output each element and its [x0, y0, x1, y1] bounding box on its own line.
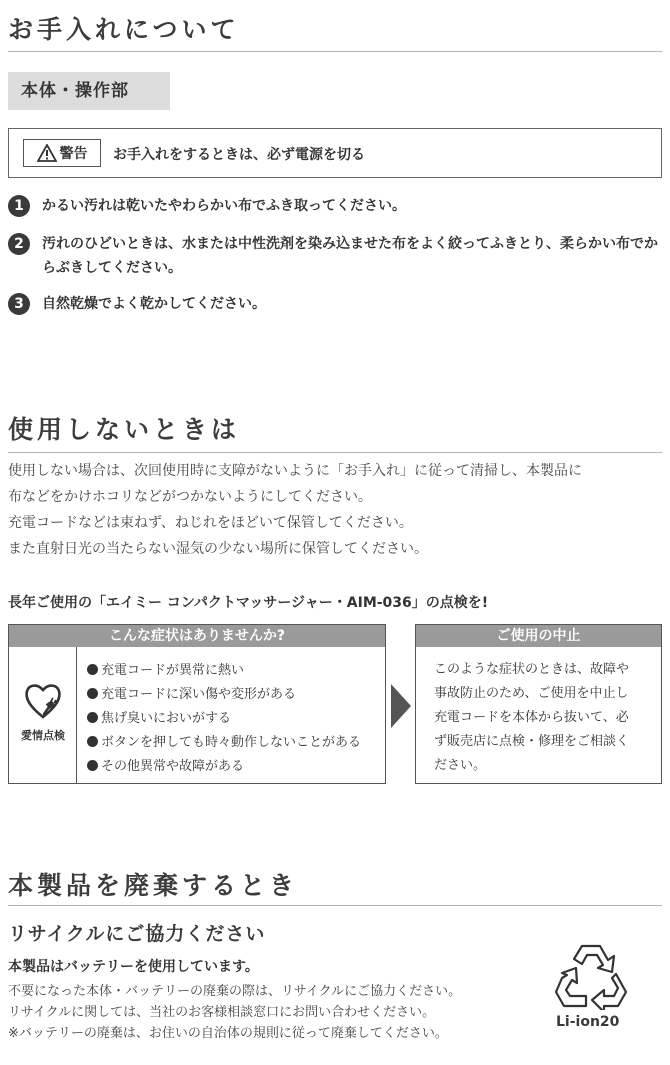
warning-triangle-icon: [37, 144, 57, 162]
symptoms-list: [87, 659, 361, 779]
step-text: 汚れのひどいときは、水または中性洗剤を染み込ませた布をよく絞ってふきとり、柔らかい布でからぶきしてください。: [42, 236, 658, 276]
stop-use-line: 充電コードを本体から抜いて、必: [434, 710, 629, 725]
unused-line: 充電コードなどは束ねず、ねじれをほどいて保管してください。: [8, 515, 413, 531]
stop-use-line: ださい。: [434, 758, 487, 773]
symptom-item: 充電コードが異常に熱い: [87, 659, 361, 683]
symptom-item: 焦げ臭いにおいがする: [87, 707, 361, 731]
unused-line: 使用しない場合は、次回使用時に支障がないように「お手入れ」に従って清掃し、本製品に: [8, 463, 582, 479]
step-number-badge: 3: [8, 293, 30, 315]
symptom-item: 充電コードに深い傷や変形がある: [87, 683, 361, 707]
arrow-right-icon: [391, 684, 411, 728]
bullet-icon: [87, 664, 98, 675]
bullet-icon: [87, 736, 98, 747]
symptom-item: その他異常や故障がある: [87, 755, 361, 779]
recycle-label: Li-ion20: [556, 1014, 620, 1030]
warning-tag: [23, 139, 101, 167]
care-section-title: お手入れについて: [8, 15, 240, 44]
unused-section-title: 使用しないときは: [8, 415, 241, 444]
step-text: 自然乾燥でよく乾かしてください。: [42, 296, 266, 312]
care-step-1: [8, 194, 658, 218]
stop-use-line: 事故防止のため、ご使用を中止し: [434, 686, 629, 701]
step-number-badge: 1: [8, 195, 30, 217]
body-controls-subhead: 本体・操作部: [8, 72, 170, 110]
stop-use-line: ず販売店に点検・修理をご相談く: [434, 734, 630, 749]
unused-section-rule: [8, 452, 662, 453]
stop-use-header: ご使用の中止: [416, 625, 661, 647]
warning-tag-label: 警告: [59, 146, 88, 162]
bullet-icon: [87, 712, 98, 723]
care-step-2: [8, 232, 658, 280]
stop-use-text: [434, 658, 656, 778]
care-step-3: [8, 292, 658, 316]
care-section-rule: [8, 51, 662, 52]
stop-use-box: [415, 624, 662, 784]
disposal-section-title: 本製品を廃棄するとき: [8, 871, 299, 900]
inspection-icon-cell: [9, 647, 77, 784]
disposal-line: リサイクルに関しては、当社のお客様相談窓口にお問い合わせください。: [8, 1005, 436, 1020]
disposal-section-rule: [8, 905, 662, 906]
step-text: かるい汚れは乾いたやわらかい布でふき取ってください。: [42, 198, 406, 214]
recycle-subtitle: リサイクルにご協力ください: [8, 923, 266, 945]
stop-use-line: このような症状のときは、故障や: [434, 662, 630, 677]
unused-line: また直射日光の当たらない湿気の少ない場所に保管してください。: [8, 541, 428, 557]
heart-plug-icon: [23, 681, 63, 721]
inspection-icon-label: 愛情点検: [21, 729, 65, 742]
unused-text-block: [8, 458, 668, 562]
recycle-icon: [552, 940, 630, 1010]
disposal-line: ※バッテリーの廃棄は、お住いの自治体の規則に従って廃棄してください。: [8, 1026, 448, 1041]
step-number-badge: 2: [8, 233, 30, 255]
symptom-item: ボタンを押しても時々動作しないことがある: [87, 731, 361, 755]
symptoms-header: こんな症状はありませんか?: [9, 625, 385, 647]
bullet-icon: [87, 760, 98, 771]
warning-box: [8, 128, 662, 178]
unused-line: 布などをかけホコリなどがつかないようにしてください。: [8, 489, 372, 505]
disposal-line: 不要になった本体・バッテリーの廃棄の際は、リサイクルにご協力ください。: [8, 984, 462, 999]
symptoms-box: [8, 624, 386, 784]
inspection-lead: 長年ご使用の「エイミー コンパクトマッサージャー・AIM-036」の点検を!: [8, 595, 489, 611]
warning-text: お手入れをするときは、必ず電源を切る: [113, 147, 365, 163]
bullet-icon: [87, 688, 98, 699]
battery-notice: 本製品はバッテリーを使用しています。: [8, 959, 259, 975]
